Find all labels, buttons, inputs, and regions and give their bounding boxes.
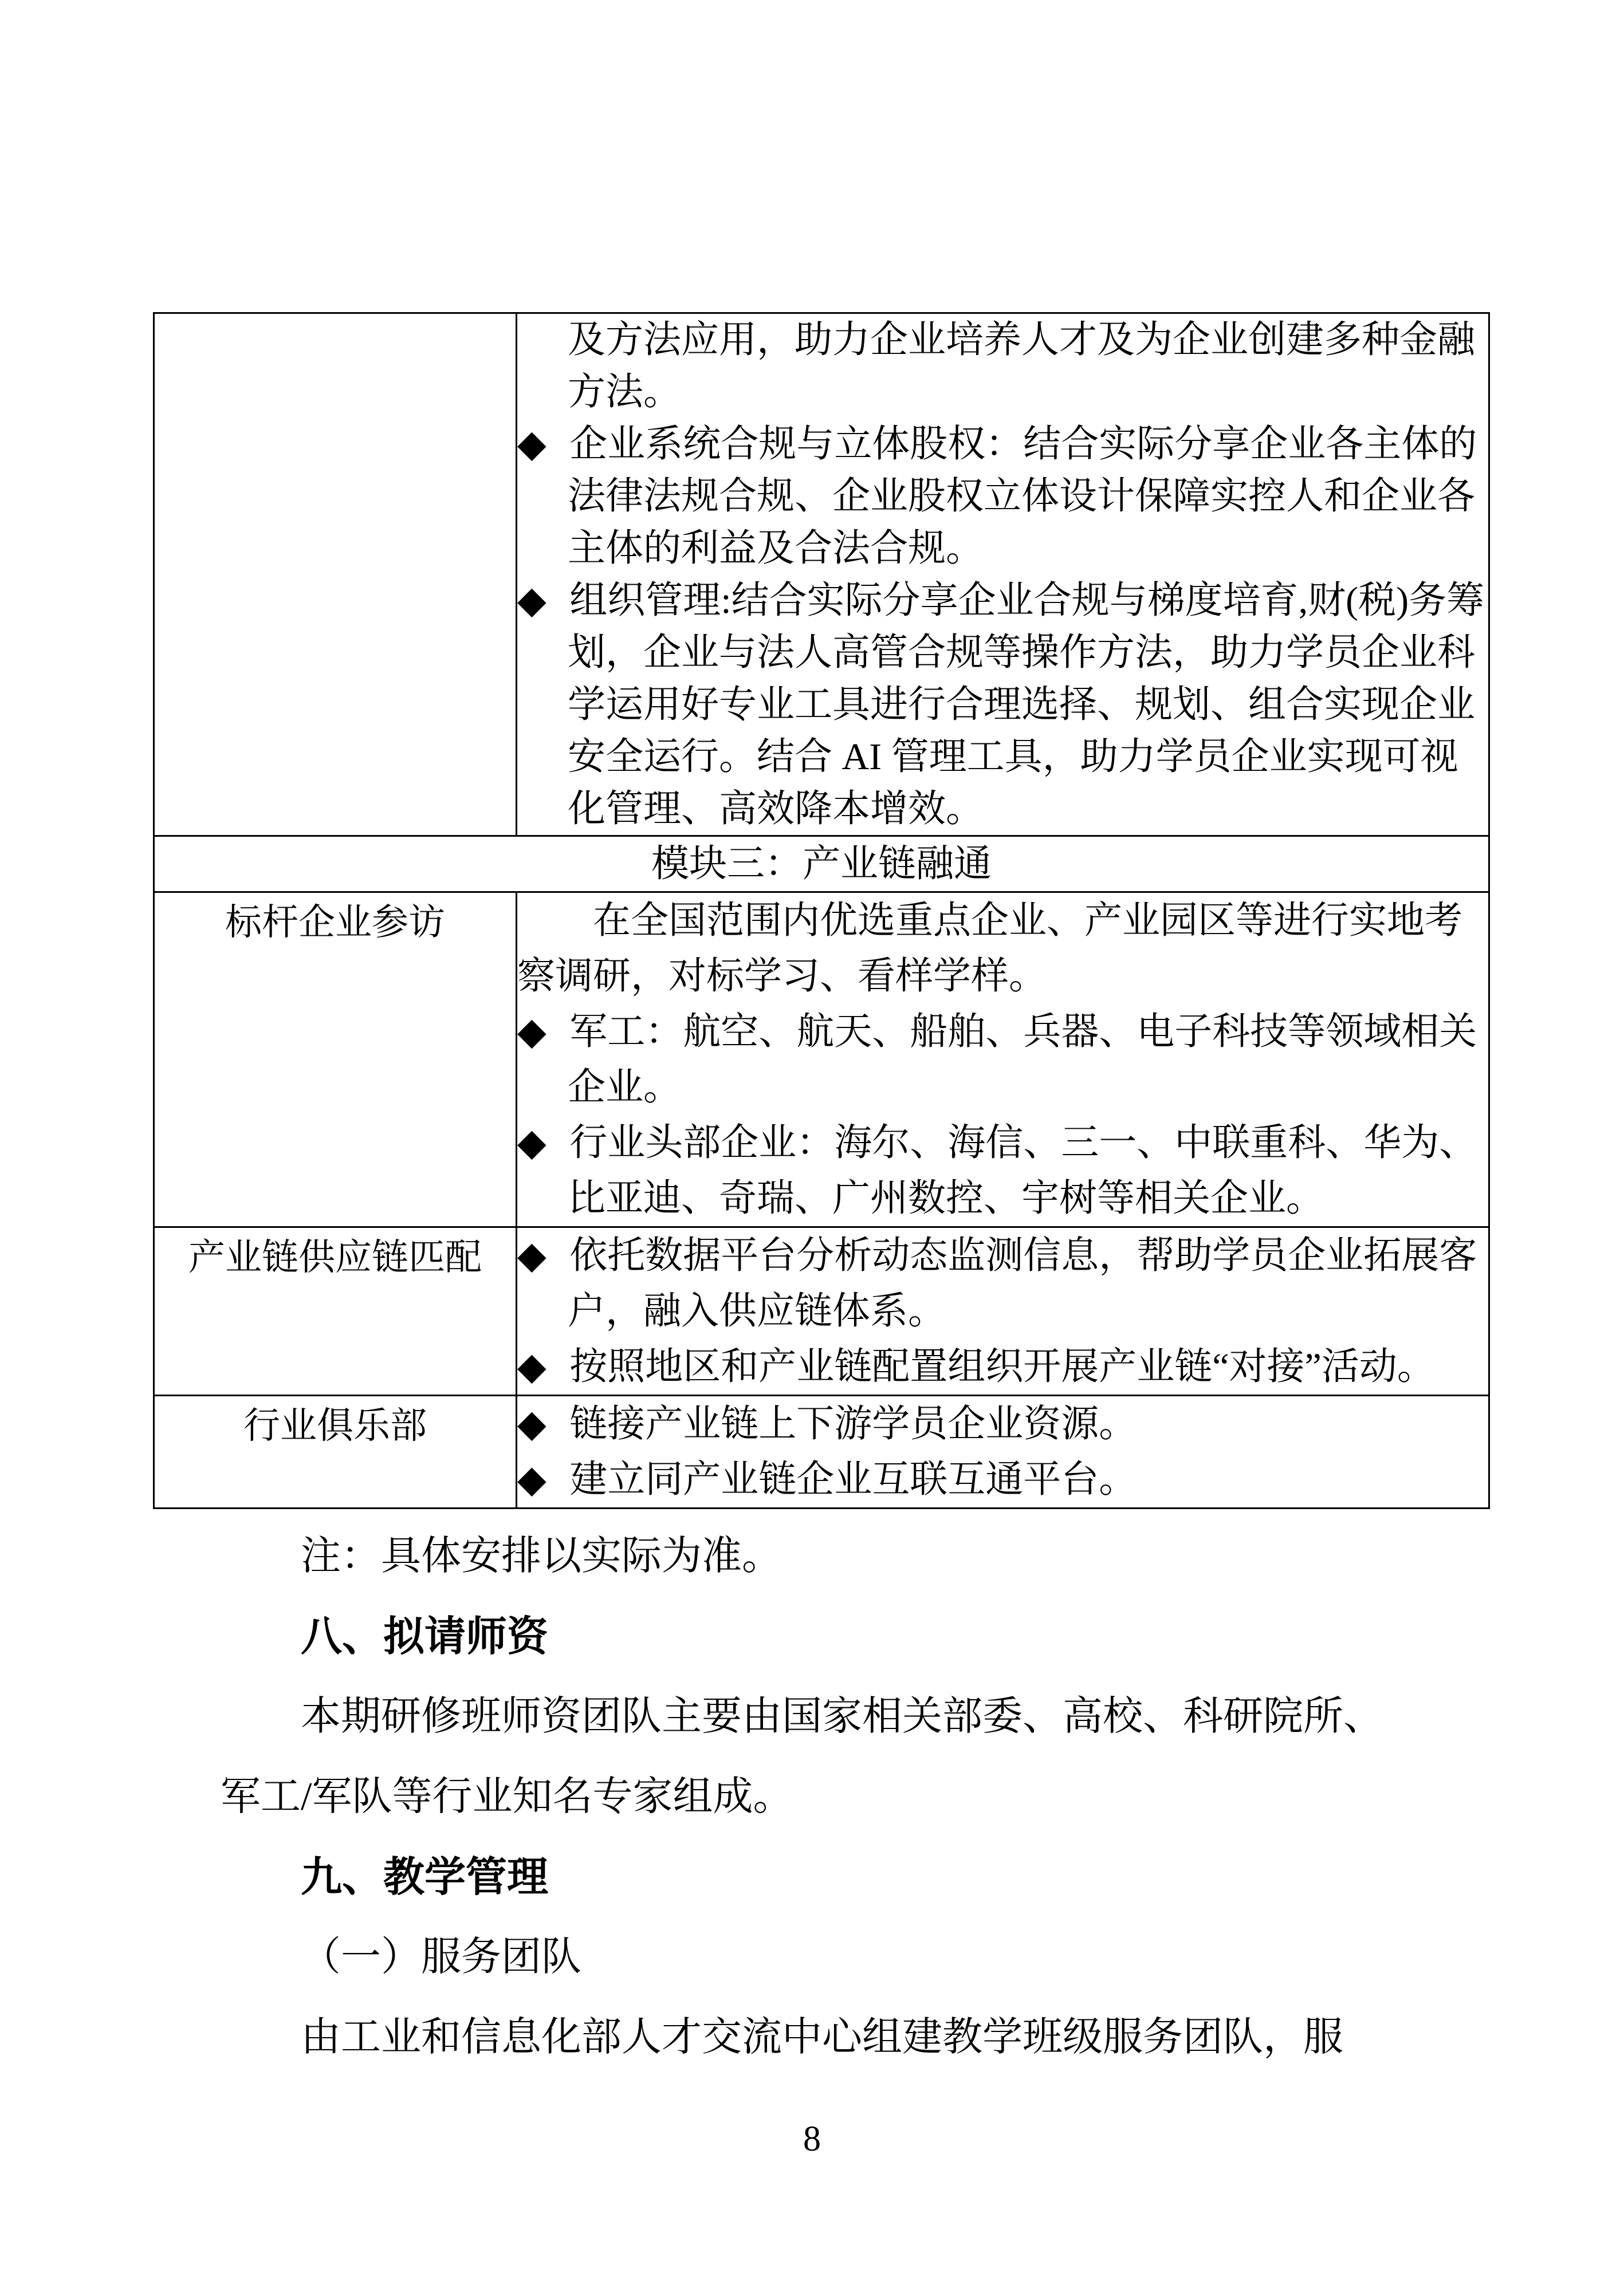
note-line: 注：具体安排以实际为准。 [301,1534,782,1578]
section-heading-9: 九、教学管理 [301,1854,549,1900]
row-label-cell: 产业链供应链匹配 [154,1227,517,1396]
row-content-cell [517,892,1489,1227]
bullet-item: ◆ 按照地区和产业链配置组织开展产业链“对接”活动。 [517,1346,1435,1388]
bullet-item: ◆ 建立同产业链企业互联互通平台。 [517,1459,1137,1501]
row-content-cell [517,1227,1489,1396]
row-label-cell: 标杆企业参访 [154,892,517,1227]
row-content-cell [517,1396,1489,1509]
table-row [154,313,1489,836]
teachers-paragraph: 本期研修班师资团队主要由国家相关部委、高校、科研院所、军工/军队等行业知名专家组成。 [221,1695,1383,1819]
service-team-paragraph: 由工业和信息化部人才交流中心组建教学班级服务团队，服 [301,2015,1343,2059]
row-content-cell [517,313,1489,836]
diamond-bullet-icon: ◆ [517,423,570,465]
paragraph: 及方法应用，助力企业培养人才及为企业创建多种金融方法。 [568,319,1475,413]
bullet-item: ◆ 军工：航空、航天、船舶、兵器、电子科技等领域相关企业。 [517,1011,1477,1108]
table-row [154,1396,1489,1509]
bullet-item: ◆ 行业头部企业：海尔、海信、三一、中联重科、华为、比亚迪、奇瑞、广州数控、宇树等相关企业。 [517,1122,1477,1219]
diamond-bullet-icon: ◆ [517,1459,570,1501]
diamond-bullet-icon: ◆ [517,1403,570,1445]
bullet-item: ◆ 企业系统合规与立体股权：结合实际分享企业各主体的法律法规合规、企业股权立体设计保障实控人和企业各主体的利益及合法合规。 [517,423,1477,569]
table-row [154,1227,1489,1396]
curriculum-table [153,312,1490,1509]
module-header-cell: 模块三：产业链融通 [154,836,1489,892]
page-number: 8 [803,2120,821,2159]
body-text-section [221,1517,1406,2078]
diamond-bullet-icon: ◆ [517,1346,570,1388]
bullet-item: ◆ 组织管理:结合实际分享企业合规与梯度培育,财(税)务筹划，企业与法人高管合规等操作方法，助力学员企业科学运用好专业工具进行合理选择、规划、组合实现企业安全运行。结合 AI 管理工具，助力学员企业实现可视化管理、高效降本增效。 [517,580,1485,830]
section-heading-8: 八、拟请师资 [301,1614,549,1660]
table-row [154,892,1489,1227]
row-label-cell [154,313,517,836]
row-label-cell: 行业俱乐部 [154,1396,517,1509]
paragraph: 在全国范围内优选重点企业、产业园区等进行实地考察调研，对标学习、看样学样。 [517,900,1462,997]
table-row [154,836,1489,892]
diamond-bullet-icon: ◆ [517,1011,570,1053]
diamond-bullet-icon: ◆ [517,580,570,621]
diamond-bullet-icon: ◆ [517,1235,570,1277]
bullet-item: ◆ 链接产业链上下游学员企业资源。 [517,1403,1137,1445]
diamond-bullet-icon: ◆ [517,1122,570,1164]
subsection-heading-service-team: （一）服务团队 [301,1935,581,1979]
bullet-item: ◆ 依托数据平台分析动态监测信息，帮助学员企业拓展客户，融入供应链体系。 [517,1235,1477,1332]
